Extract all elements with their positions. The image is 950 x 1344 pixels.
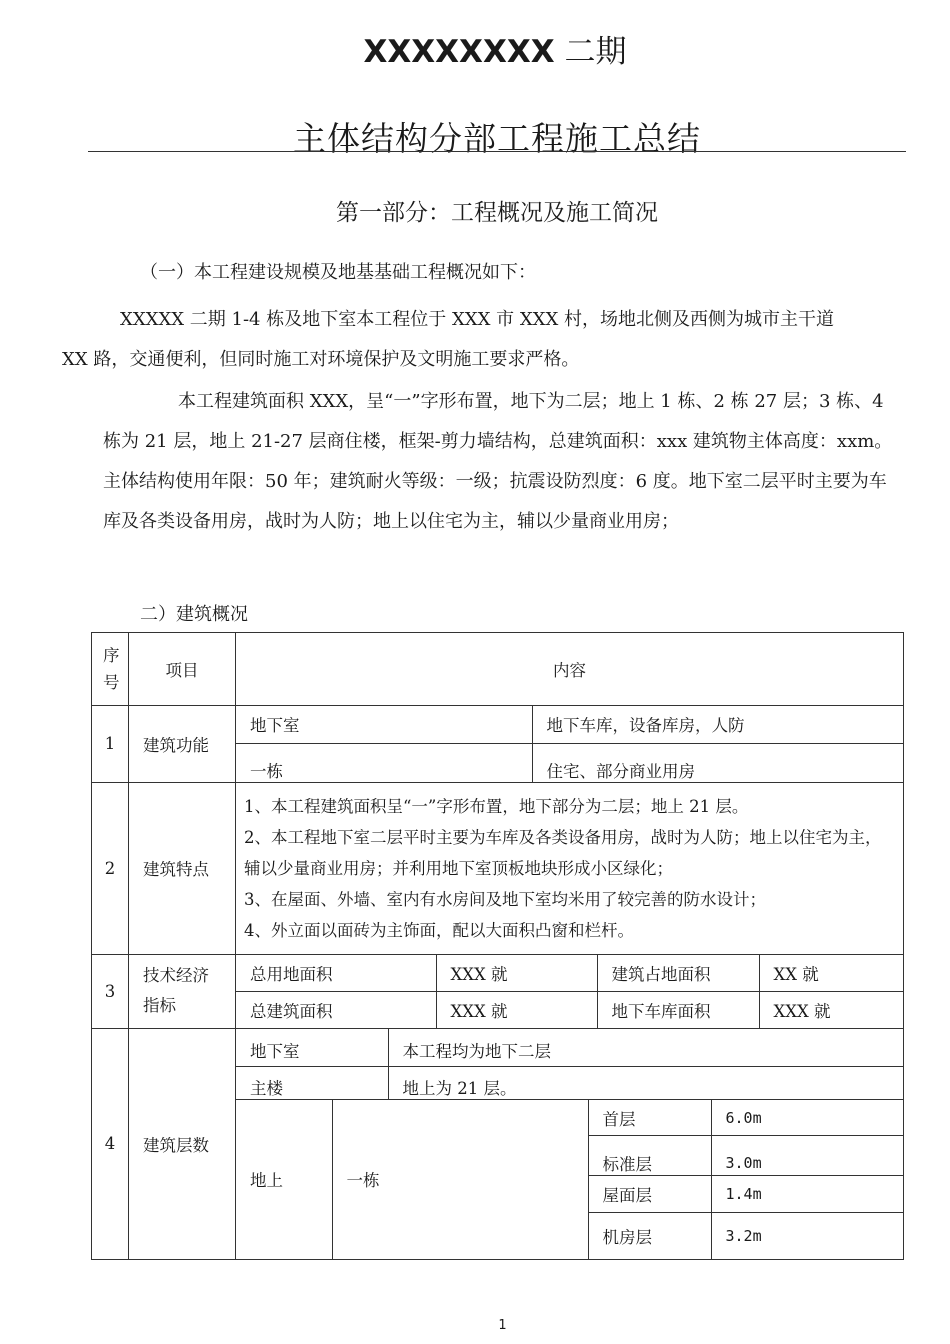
floor-name: 机房层 [588,1213,711,1259]
feature-line: 1、本工程建筑面积呈“一”字形布置，地下部分为二层；地上 21 层。 [244,796,749,816]
row1-item: 建筑功能 [129,706,236,783]
floor-height: 1.4m [711,1176,903,1213]
document-title-line1 [0,26,950,71]
header-content: 内容 [236,633,904,706]
table-header-row [92,633,904,706]
row2-seq: 2 [92,782,129,954]
table-row [92,706,904,783]
floor-name: 屋面层 [588,1176,711,1213]
row4-seq: 4 [92,1028,129,1259]
building-overview-table [91,632,904,1260]
indicator-value: XXX 就 [773,1001,831,1021]
table-row [92,954,904,1028]
row4-item: 建筑层数 [129,1028,236,1259]
header-seq: 序号 [92,633,129,706]
page-number: 1 [498,1318,507,1333]
indicator-label: 建筑占地面积 [597,955,759,992]
row2-item: 建筑特点 [129,782,236,954]
row1-value: 地下车库，设备库房，人防 [532,706,903,743]
floors-main-value: 地上为 21 层。 [402,1079,517,1098]
section1-paragraph2: 本工程建筑面积 XXX，呈“一”字形布置，地下为二层；地上 1 栋、2 栋 27 层；3 栋、4 栋为 21 层，地上 21-27 层商住楼，框架-剪力墙结构，总建筑面积：xxx 建筑物主体高度：xxm。主体结构使用年限：50 年；建筑耐火等级：一级；抗震设防烈度：6 度。地下室二层平时主要为车库及各类设备用房，战时为人防；地上以住宅为主，辅以少量商业用房； [103,391,893,532]
floor-height: 3.2m [725,1226,762,1245]
floor-name: 首层 [588,1100,711,1136]
header-item: 项目 [129,633,236,706]
section1-heading: （一）本工程建设规模及地基基础工程概况如下： [140,262,536,283]
table-row [92,782,904,954]
feature-line: 3、在屋面、外墙、室内有水房间及地下室均米用了较完善的防水设计； [244,889,766,909]
indicator-value: XX 就 [759,955,903,992]
floors-basement-label: 地下室 [236,1029,388,1067]
floors-main-label: 主楼 [236,1067,388,1100]
section2-heading: 二）建筑概况 [140,604,248,625]
floors-basement-value: 本工程均为地下二层 [388,1029,903,1067]
row1-value: 住宅、部分商业用房 [546,761,695,781]
table-row [92,1028,904,1259]
document-title-main: 主体结构分部工程施工总结 [293,119,701,158]
row3-item: 技术经济指标 [129,954,236,1028]
indicator-value: XXX 就 [436,955,597,992]
above-ground-label: 地上 [236,1100,332,1259]
row1-seq: 1 [92,706,129,783]
indicator-value: XXX 就 [436,992,597,1028]
title-underline [88,151,906,152]
floor-name: 标准层 [588,1136,711,1176]
section1-paragraph1: XXXXX 二期 1-4 栋及地下室本工程位于 XXX 市 XXX 村，场地北侧及西侧为城市主干道 XX 路，交通便利，但同时施工对环境保护及文明施工要求严格。 [62,309,834,370]
row2-features [236,782,904,954]
indicator-label: 地下车库面积 [597,992,759,1028]
row1-label: 地下室 [236,706,532,743]
row3-seq: 3 [92,954,129,1028]
building-label: 一栋 [332,1100,588,1259]
floor-height: 3.0m [711,1136,903,1176]
title-phase: 二期 [564,34,627,70]
floor-height: 6.0m [711,1100,903,1136]
indicator-label: 总用地面积 [236,955,436,992]
feature-line: 4、外立面以面砖为主饰面，配以大面积凸窗和栏杆。 [244,920,634,940]
feature-line: 2、本工程地下室二层平时主要为车库及各类设备用房，战时为人防；地上以住宅为主，辅以少量商业用房；并利用地下室顶板地块形成小区绿化； [244,827,882,878]
row1-label: 一栋 [236,743,532,782]
part-heading: 第一部分：工程概况及施工简况 [336,200,658,226]
title-code: XXXXXXXX [363,34,555,70]
indicator-label: 总建筑面积 [236,992,436,1028]
